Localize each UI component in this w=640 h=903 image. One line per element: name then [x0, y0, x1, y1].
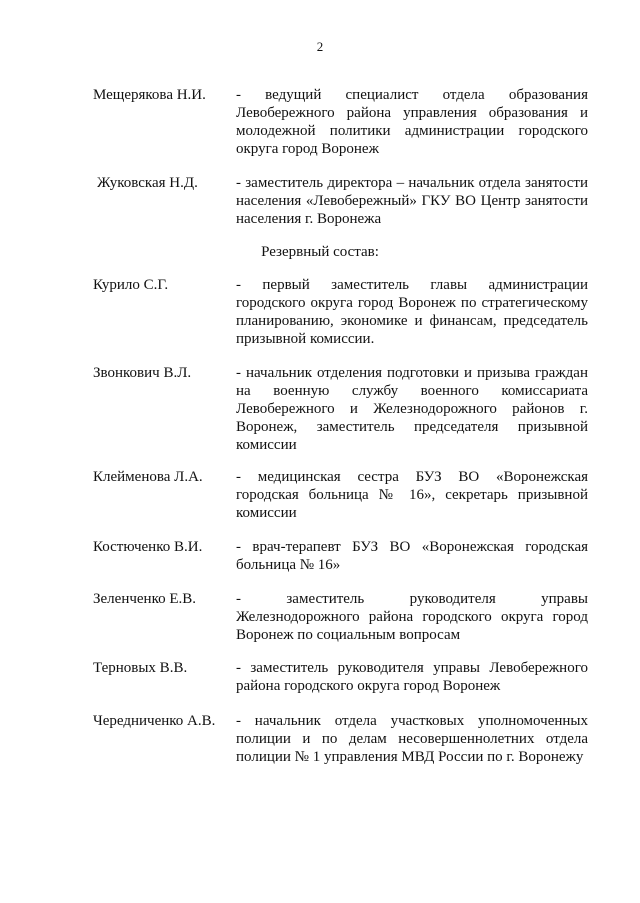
- member-name: Зеленченко Е.В.: [93, 591, 197, 607]
- member-description: - ведущий специалист отдела образования Левобережного района управления образования и молодежной политики администрации городского округа город Воронеж: [236, 87, 588, 157]
- member-name: Клейменова Л.А.: [93, 469, 203, 485]
- member-description: - заместитель руководителя управы Железнодорожного района городского округа город Воронеж по социальным вопросам: [236, 591, 588, 643]
- member-name: Курило С.Г.: [93, 277, 169, 293]
- member-description: - первый заместитель главы администрации городского округа город Воронеж по стратегическому планированию, экономике и финансам, председатель призывной комиссии.: [236, 277, 588, 347]
- reserve-heading: Резервный состав:: [261, 244, 379, 260]
- member-name: Терновых В.В.: [93, 660, 188, 676]
- member-name: Мещерякова Н.И.: [93, 87, 206, 103]
- member-name: Звонкович В.Л.: [93, 365, 192, 381]
- member-name: Жуковская Н.Д.: [97, 175, 198, 191]
- member-description: - заместитель руководителя управы Левобережного района городского округа город Воронеж: [236, 660, 588, 694]
- page-number: 2: [316, 39, 324, 54]
- member-description: - медицинская сестра БУЗ ВО «Воронежская городская больница № 16», секретарь призывной комиссии: [236, 469, 588, 521]
- member-description: - начальник отдела участковых уполномоченных полиции и по делам несовершеннолетних отдела полиции № 1 управления МВД России по г. Воронежу: [236, 713, 588, 765]
- member-name: Чередниченко А.В.: [93, 713, 216, 729]
- member-name: Костюченко В.И.: [93, 539, 203, 555]
- member-description: - врач-терапевт БУЗ ВО «Воронежская городская больница № 16»: [236, 539, 588, 573]
- member-description: - начальник отделения подготовки и призыва граждан на военную службу военного комиссариата Левобережного и Железнодорожного районов г. Воронеж, заместитель председателя призывной комиссии: [236, 365, 588, 453]
- member-description: - заместитель директора – начальник отдела занятости населения «Левобережный» ГКУ ВО Центр занятости населения г. Воронежа: [236, 175, 588, 227]
